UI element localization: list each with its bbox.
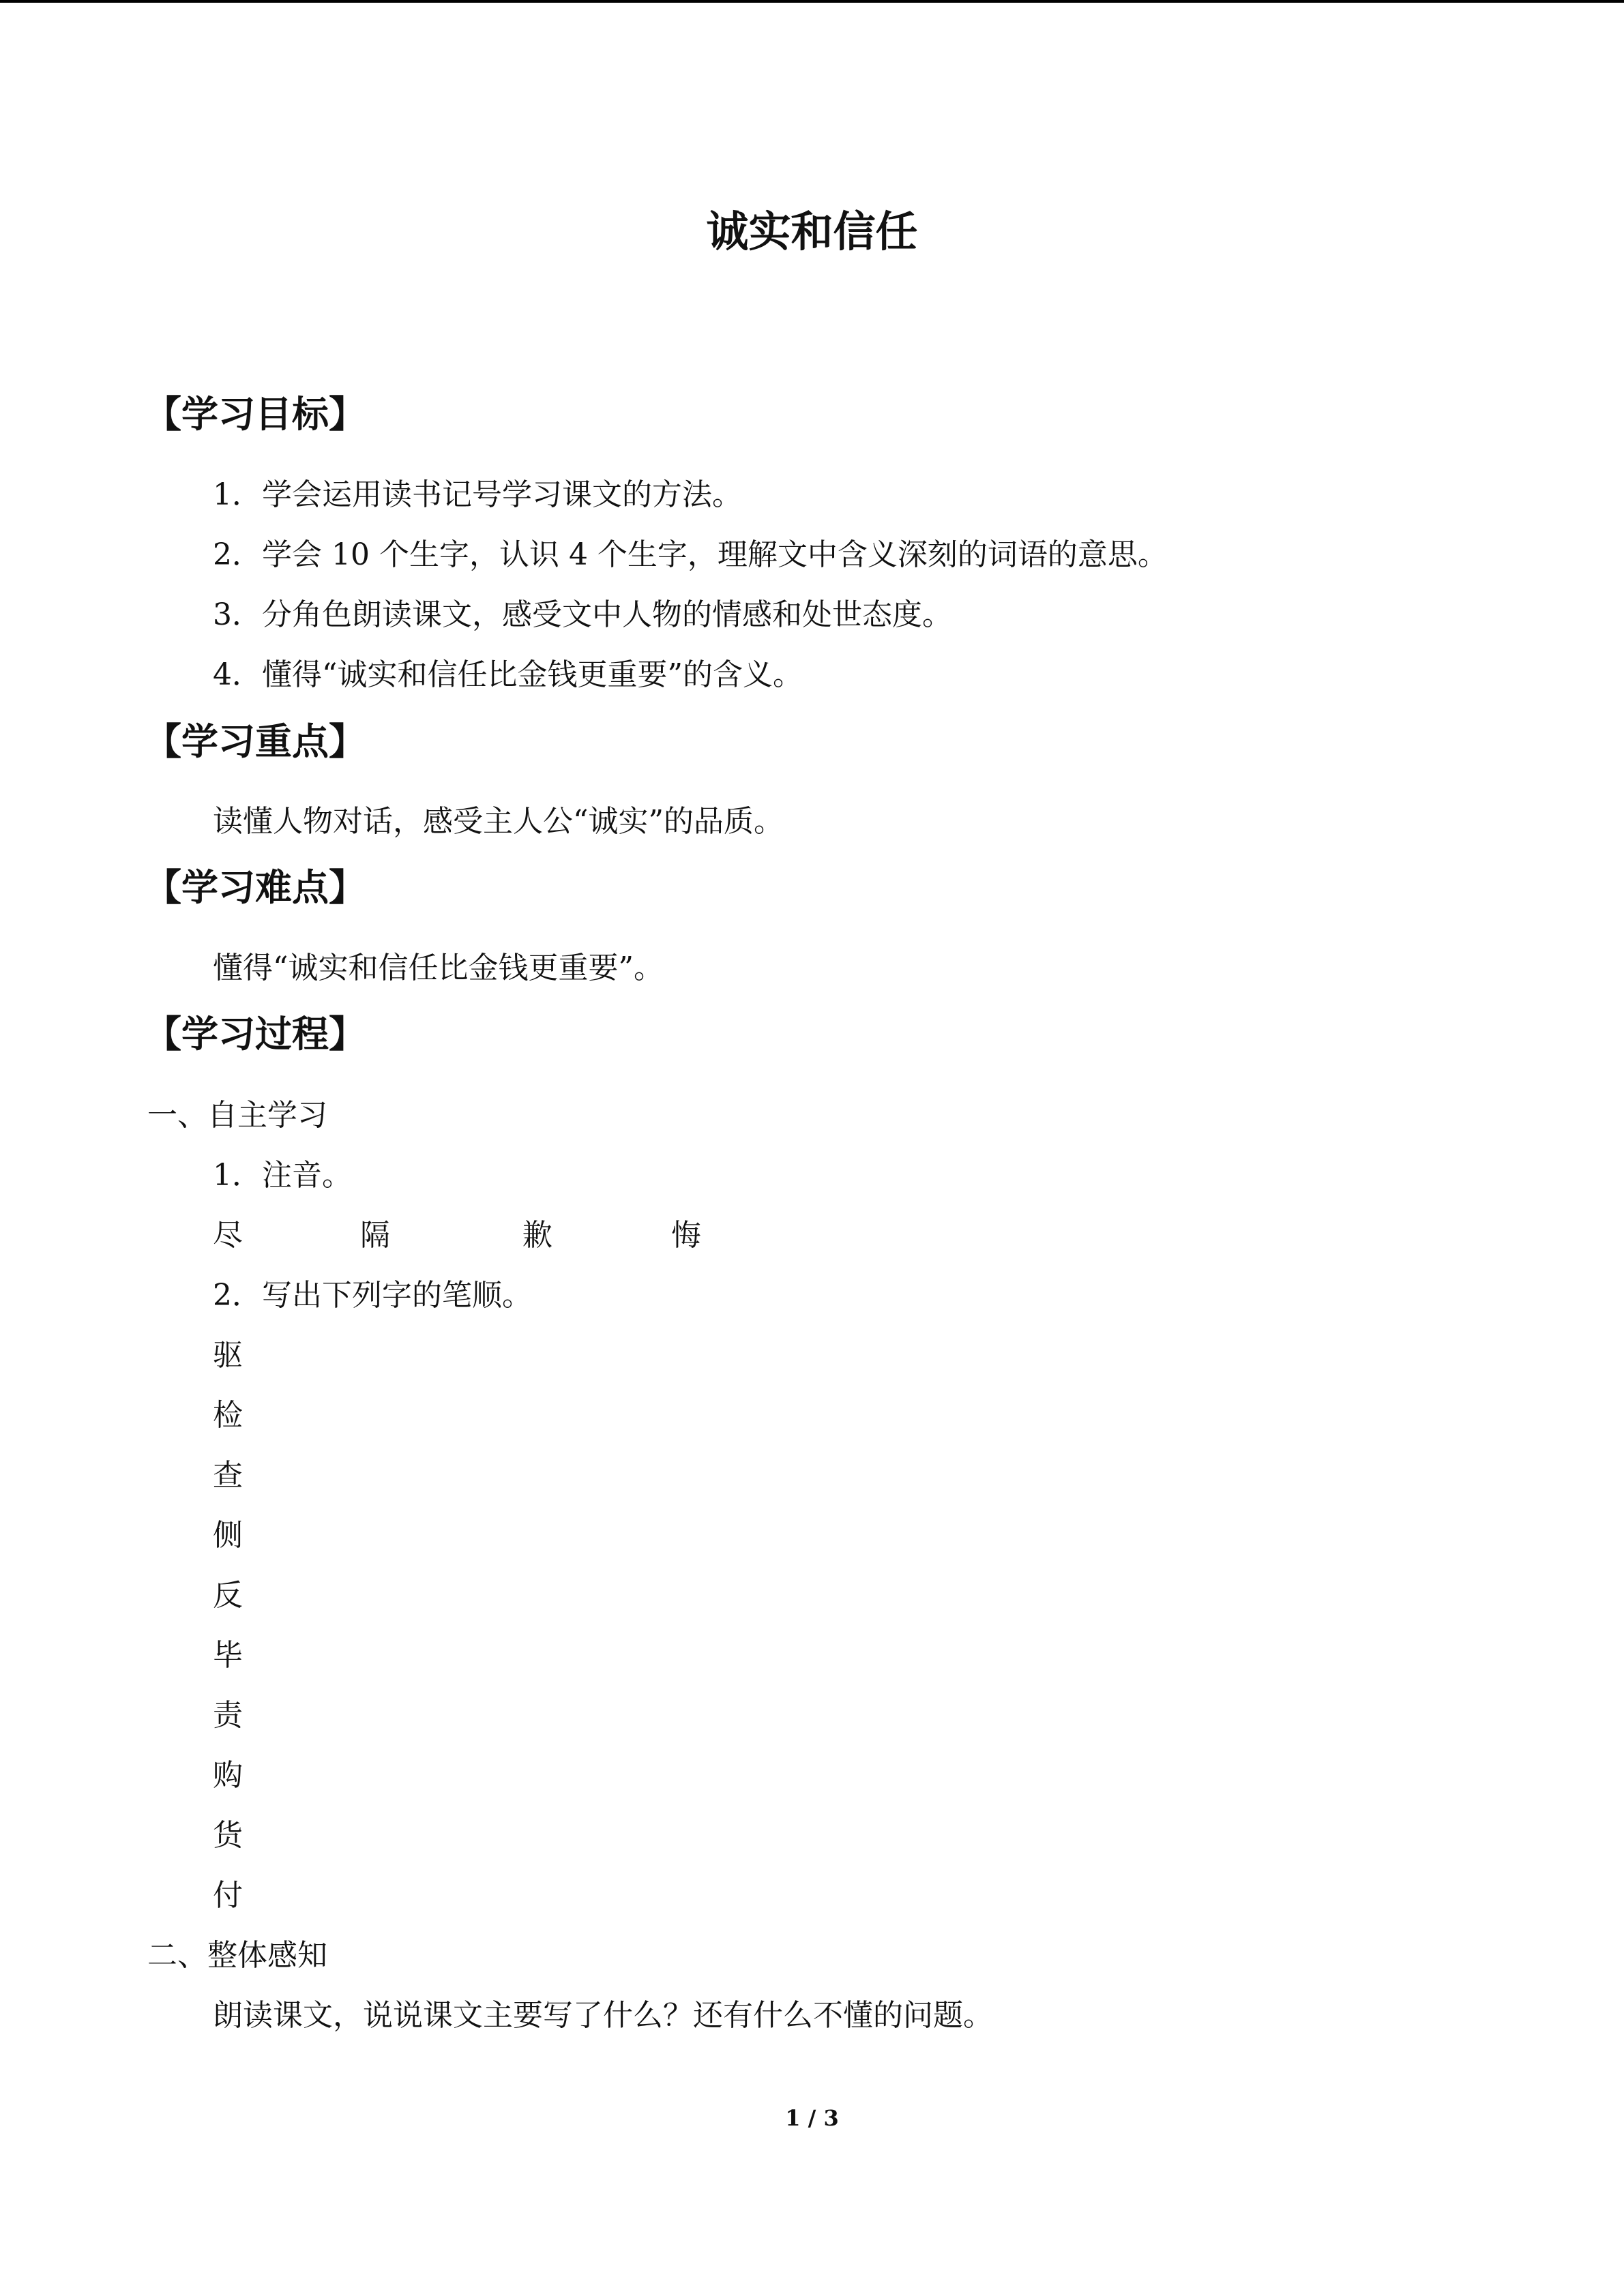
part1-title: 一、自主学习	[147, 1098, 327, 1133]
pinyin-char: 悔	[671, 1218, 701, 1253]
key-points-text: 读懂人物对话，感受主人公“诚实”的品质。	[213, 804, 784, 839]
part2-text: 朗读课文，说说课文主要写了什么？还有什么不懂的问题。	[213, 1998, 993, 2033]
difficulties-text: 懂得“诚实和信任比金钱更重要”。	[213, 951, 664, 985]
pinyin-char: 尽	[213, 1218, 243, 1253]
stroke-char: 毕	[213, 1638, 243, 1673]
difficulties-heading: 【学习难点】	[145, 865, 366, 909]
page-number: 1 / 3	[785, 2105, 839, 2131]
stroke-char: 付	[213, 1878, 243, 1913]
part2-title: 二、整体感知	[147, 1938, 327, 1973]
stroke-char: 责	[213, 1698, 243, 1733]
task2-label: 2．写出下列字的笔顺。	[213, 1278, 532, 1313]
objective-item: 3．分角色朗读课文，感受文中人物的情感和处世态度。	[213, 597, 952, 632]
stroke-char: 驱	[213, 1338, 243, 1373]
stroke-char: 反	[213, 1578, 243, 1613]
objective-item: 2．学会 10 个生字，认识 4 个生字，理解文中含义深刻的词语的意思。	[213, 537, 1168, 572]
task1-label: 1．注音。	[213, 1158, 352, 1193]
pinyin-char: 歉	[522, 1218, 552, 1253]
objectives-heading: 【学习目标】	[145, 392, 366, 436]
objective-item: 1．学会运用读书记号学习课文的方法。	[213, 477, 742, 512]
stroke-char: 购	[213, 1758, 243, 1793]
key-points-heading: 【学习重点】	[145, 719, 366, 763]
process-heading: 【学习过程】	[145, 1012, 366, 1056]
pinyin-char: 隔	[360, 1218, 390, 1253]
stroke-char: 查	[213, 1458, 243, 1493]
objective-item: 4．懂得“诚实和信任比金钱更重要”的含义。	[213, 657, 803, 692]
stroke-char: 检	[213, 1398, 243, 1433]
top-border-line	[0, 0, 1624, 3]
stroke-char: 货	[213, 1818, 243, 1853]
stroke-char: 侧	[213, 1518, 243, 1553]
page-title: 诚实和信任	[706, 207, 918, 256]
